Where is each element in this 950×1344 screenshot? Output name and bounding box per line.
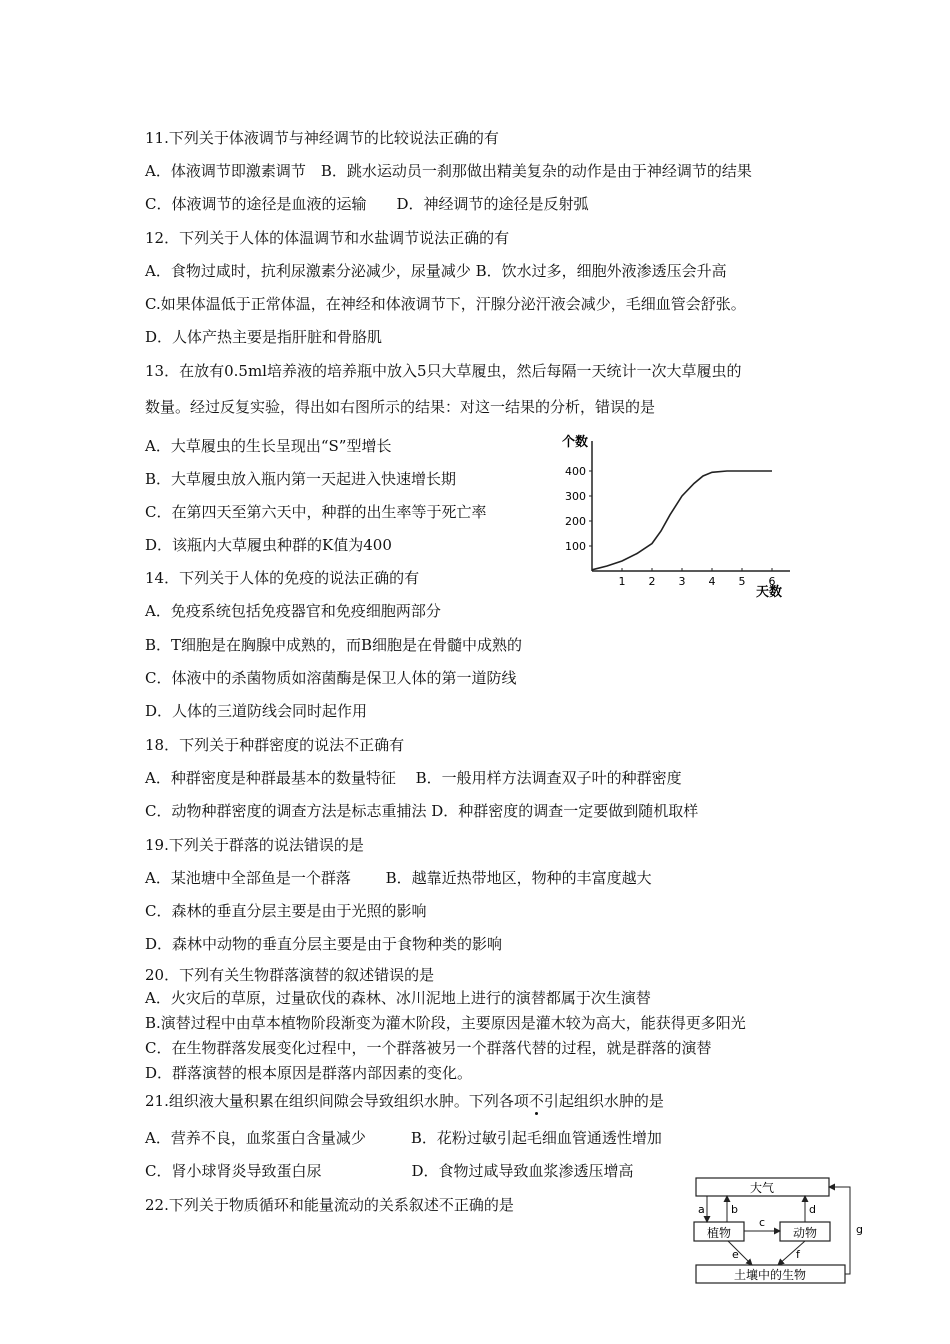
atmosphere-label: 大气: [749, 1181, 775, 1195]
q14-stem: 14．下列关于人体的免疫的说法正确的有: [145, 569, 420, 587]
arrow-label-b: b: [731, 1203, 738, 1216]
animals-label: 动物: [792, 1226, 818, 1240]
q20-stem: 20．下列有关生物群落演替的叙述错误的是: [145, 966, 435, 984]
q19-stem: 19.下列关于群落的说法错误的是: [145, 836, 364, 854]
arrow-label-e: e: [732, 1248, 739, 1261]
x-tick-label: 6: [768, 575, 776, 588]
q11-options-cd: C．体液调节的途径是血液的运输 D．神经调节的途径是反射弧: [145, 195, 589, 213]
y-tick-label: 200: [565, 515, 586, 528]
q21-stem: [145, 1092, 664, 1110]
x-tick-label: 5: [738, 575, 746, 588]
y-tick-label: 400: [565, 465, 586, 478]
q13-option-b: B．大草履虫放入瓶内第一天起进入快速增长期: [145, 470, 457, 488]
q13-option-a: A．大草履虫的生长呈现出“S”型增长: [145, 437, 392, 455]
q21-stem-after: 引起组织水肿的是: [543, 1092, 664, 1110]
q20-option-d: D．群落演替的根本原因是群落内部因素的变化。: [145, 1064, 473, 1082]
q21-options-ab: A．营养不良，血浆蛋白含量减少 B．花粉过敏引起毛细血管通透性增加: [145, 1129, 662, 1147]
q22-stem: 22.下列关于物质循环和能量流动的关系叙述不正确的是: [145, 1196, 514, 1214]
q18-options-ab: A．种群密度是种群最基本的数量特征 B．一般用样方法调查双子叶的种群密度: [145, 769, 682, 787]
arrow-label-f: f: [796, 1248, 800, 1261]
q13-stem-continued: 数量。经过反复实验，得出如右图所示的结果：对这一结果的分析，错误的是: [145, 398, 656, 416]
q20-option-b: B.演替过程中由草本植物阶段渐变为灌木阶段，主要原因是灌木较为高大，能获得更多阳光: [145, 1014, 746, 1032]
q14-option-d: D．人体的三道防线会同时起作用: [145, 702, 368, 720]
q14-option-b: B．T细胞是在胸腺中成熟的，而B细胞是在骨髓中成熟的: [145, 636, 523, 654]
x-tick-label: 1: [618, 575, 626, 588]
x-tick-label: 4: [708, 575, 716, 588]
q12-option-c: C.如果体温低于正常体温，在神经和体液调节下，汗腺分泌汗液会减少，毛细血管会舒张。: [145, 295, 746, 313]
growth-curve: [592, 471, 772, 570]
plants-label: 植物: [706, 1226, 732, 1240]
q12-option-d: D．人体产热主要是指肝脏和骨胳肌: [145, 328, 383, 346]
arrow-label-d: d: [809, 1203, 816, 1216]
arrow-f: [778, 1241, 805, 1265]
q19-option-d: D．森林中动物的垂直分层主要是由于食物种类的影响: [145, 935, 503, 953]
x-tick-label: 3: [678, 575, 686, 588]
q21-options-cd: C．肾小球肾炎导致蛋白尿 D．食物过咸导致血浆渗透压增高: [145, 1162, 634, 1180]
y-tick-label: 300: [565, 490, 586, 503]
y-axis-label: 个数: [562, 435, 589, 450]
q21-stem-before: 21.组织液大量积累在组织间隙会导致组织水肿。下列各项: [145, 1092, 529, 1110]
arrow-g: [829, 1187, 850, 1274]
q14-option-a: A．免疫系统包括免疫器官和免疫细胞两部分: [145, 602, 441, 620]
q12-options-ab: A．食物过咸时，抗利尿激素分泌减少，尿量减少 B．饮水过多，细胞外液渗透压会升高: [145, 262, 727, 280]
q11-stem: 11.下列关于体液调节与神经调节的比较说法正确的有: [145, 129, 499, 147]
matter-cycle-diagram: [680, 1172, 880, 1287]
q13-option-c: C．在第四天至第六天中，种群的出生率等于死亡率: [145, 503, 487, 521]
soil-organisms-label: 土壤中的生物: [733, 1268, 807, 1282]
x-axis-label: 天数: [756, 585, 783, 600]
q19-option-c: C．森林的垂直分层主要是由于光照的影响: [145, 902, 427, 920]
q13-option-d: D．该瓶内大草履虫种群的K值为400: [145, 536, 392, 554]
q18-stem: 18．下列关于种群密度的说法不正确有: [145, 736, 405, 754]
arrow-label-g: g: [856, 1223, 863, 1236]
q20-option-c: C．在生物群落发展变化过程中，一个群落被另一个群落代替的过程，就是群落的演替: [145, 1039, 712, 1057]
q12-stem: 12．下列关于人体的体温调节和水盐调节说法正确的有: [145, 229, 510, 247]
q20-option-a: A．火灾后的草原，过量砍伐的森林、冰川泥地上进行的演替都属于次生演替: [145, 989, 651, 1007]
arrow-label-c: c: [759, 1216, 766, 1229]
paramecium-growth-chart: [555, 433, 795, 603]
q21-emphasis-not: 不: [528, 1092, 544, 1110]
x-tick-label: 2: [648, 575, 656, 588]
q19-options-ab: A．某池塘中全部鱼是一个群落 B．越靠近热带地区，物种的丰富度越大: [145, 869, 652, 887]
q14-option-c: C．体液中的杀菌物质如溶菌酶是保卫人体的第一道防线: [145, 669, 517, 687]
q13-stem: 13．在放有0.5ml培养液的培养瓶中放入5只大草履虫，然后每隔一天统计一次大草履虫的: [145, 362, 742, 380]
q18-options-cd: C．动物种群密度的调查方法是标志重捕法 D．种群密度的调查一定要做到随机取样: [145, 802, 699, 820]
q11-options-ab: A．体液调节即激素调节 B．跳水运动员一刹那做出精美复杂的动作是由于神经调节的结果: [145, 162, 752, 180]
arrow-label-a: a: [698, 1203, 705, 1216]
y-tick-label: 100: [565, 540, 586, 553]
